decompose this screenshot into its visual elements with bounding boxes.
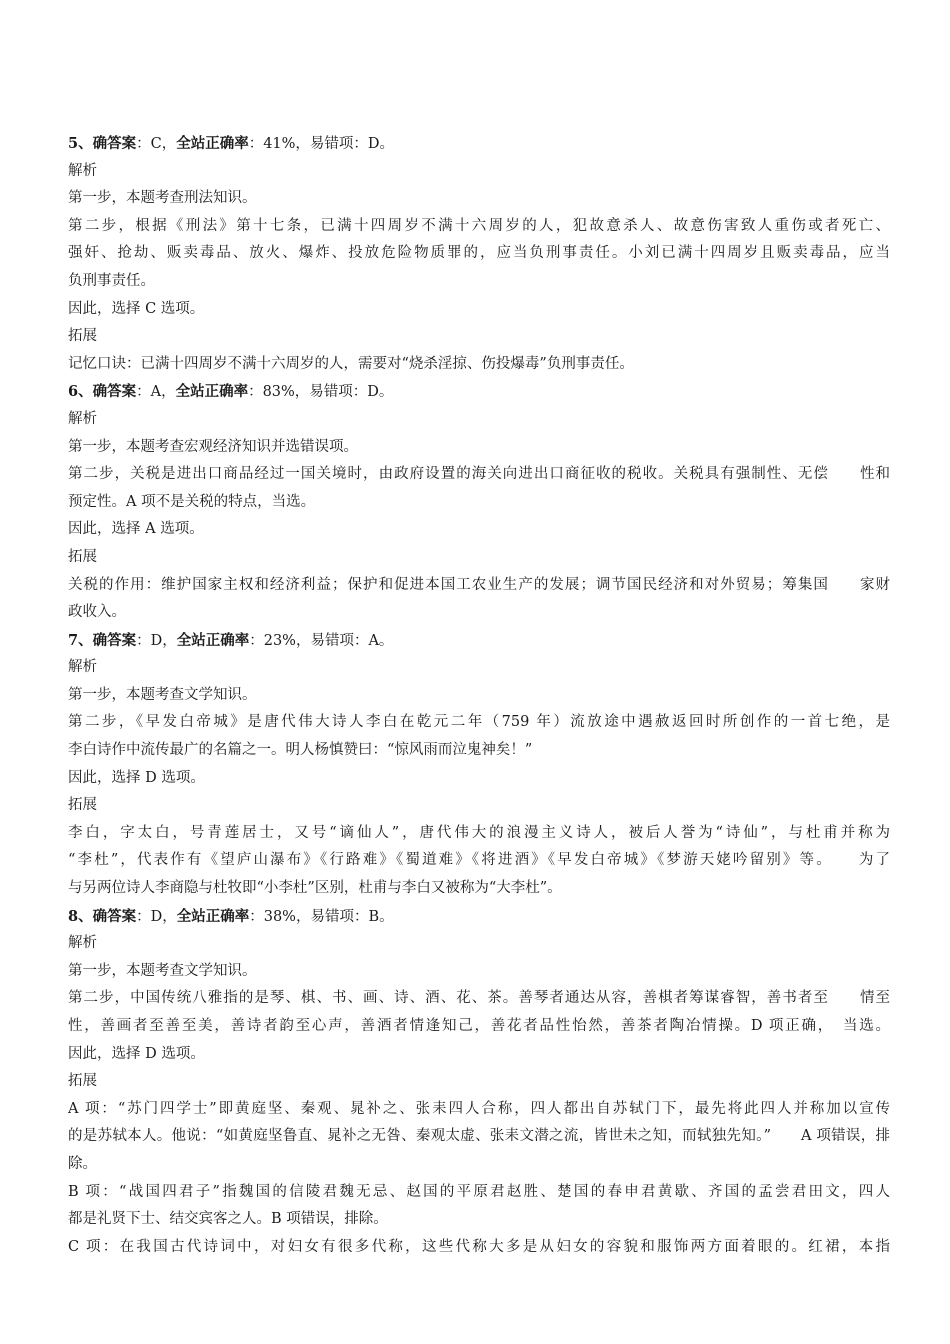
answer-heading <box>68 130 890 158</box>
correct-answer: ：D， <box>136 632 177 649</box>
text-line: 解析 <box>68 410 97 427</box>
text-line: 第一步，本题考查文学知识。 <box>68 686 257 703</box>
text-line: 李白，字太白，号青莲居士，又号“谪仙人”，唐代伟大的浪漫主义诗人，被后人誉为“诗仙”，与杜甫并称为 <box>68 824 890 841</box>
text-line: 第二步，《早发白帝城》是唐代伟大诗人李白在乾元二年（759 年）流放途中遇赦返回时所创作的一首七绝，是 <box>68 714 890 731</box>
text-line: 第二步，关税是进出口商品经过一国关境时，由政府设置的海关向进出口商征收的税收。关税具有强制性、无偿 性和 <box>68 466 890 483</box>
text-line: 李白诗作中流传最广的名篇之一。明人杨慎赞曰：“惊风雨而泣鬼神矣！” <box>68 742 533 759</box>
text-line: 因此，选择 C 选项。 <box>68 300 205 317</box>
accuracy-and-wrong-option: ：38%，易错项：B。 <box>249 908 394 925</box>
correct-answer: ：D， <box>136 908 177 925</box>
answer-heading <box>68 903 890 931</box>
text-line: 第一步，本题考查宏观经济知识并选错误项。 <box>68 438 358 455</box>
text-line: 政收入。 <box>68 604 126 621</box>
document-content <box>68 130 890 1261</box>
text-line: 性，善画者至善至美，善诗者韵至心声，善酒者情逢知己，善花者品性怡然，善茶者陶冶情操。D 项正确， 当选。 <box>68 1018 890 1034</box>
accuracy-rate-label: 全站正确率 <box>176 907 250 925</box>
text-line: 的是苏轼本人。他说：“如黄庭坚鲁直、晁补之无咎、秦观太虚、张耒文潜之流，皆世未之知，而轼独先知。” A 项错误，排 <box>68 1128 890 1145</box>
text-line: 预定性。A 项不是关税的特点，当选。 <box>68 493 316 510</box>
text-line: 负刑事责任。 <box>68 272 155 289</box>
text-line: 解析 <box>68 162 97 179</box>
correct-answer: ：A， <box>136 384 176 401</box>
text-line: 拓展 <box>68 548 97 565</box>
text-line: C 项：在我国古代诗词中，对妇女有很多代称，这些代称大多是从妇女的容貌和服饰两方面着眼的。红裙，本指 <box>68 1238 890 1255</box>
accuracy-rate-label: 全站正确率 <box>176 135 249 152</box>
text-line: 拓展 <box>68 797 97 814</box>
text-line: 解析 <box>68 935 97 952</box>
question-number-label: 6、确答案 <box>68 383 137 401</box>
text-line: 因此，选择 D 选项。 <box>68 769 205 786</box>
text-line: 第一步，本题考查刑法知识。 <box>68 190 257 207</box>
question-number-label: 8、确答案 <box>68 907 137 925</box>
text-line: “李杜”，代表作有《望庐山瀑布》《行路难》《蜀道难》《将进酒》《早发白帝城》《梦游天姥吟留别》等。 为了 <box>68 852 890 869</box>
question-number-label: 5、确答案 <box>68 135 137 152</box>
text-line: 拓展 <box>68 328 97 345</box>
text-line: B 项：“战国四君子”指魏国的信陵君魏无忌、赵国的平原君赵胜、楚国的春申君黄歇、齐国的孟尝君田文，四人 <box>68 1183 890 1200</box>
text-line: 除。 <box>68 1155 97 1172</box>
question-number-label: 7、确答案 <box>68 631 137 649</box>
text-line: 第二步，中国传统八雅指的是琴、棋、书、画、诗、酒、花、茶。善琴者通达从容，善棋者筹谋睿智，善书者至 情至 <box>68 990 890 1007</box>
text-line: 关税的作用：维护国家主权和经济利益；保护和促进本国工农业生产的发展；调节国民经济和对外贸易；筹集国 家财 <box>68 576 890 593</box>
answer-heading <box>68 627 890 655</box>
text-line: 拓展 <box>68 1073 97 1090</box>
accuracy-rate-label: 全站正确率 <box>175 383 249 401</box>
text-line: 都是礼贤下士、结交宾客之人。B 项错误，排除。 <box>68 1211 388 1228</box>
text-line: 因此，选择 A 选项。 <box>68 521 204 538</box>
answer-heading <box>68 378 890 406</box>
accuracy-rate-label: 全站正确率 <box>176 631 250 649</box>
text-line: 解析 <box>68 659 97 676</box>
document-page <box>68 130 890 1261</box>
correct-answer: ：C， <box>136 136 177 152</box>
accuracy-and-wrong-option: ：23%，易错项：A。 <box>249 632 394 649</box>
text-line: 第一步，本题考查文学知识。 <box>68 962 257 979</box>
accuracy-and-wrong-option: ：83%，易错项：D。 <box>248 384 394 401</box>
accuracy-and-wrong-option: ：41%，易错项：D。 <box>248 136 395 152</box>
text-line: 与另两位诗人李商隐与杜牧即“小李杜”区别，杜甫与李白又被称为“大李杜”。 <box>68 880 562 897</box>
text-line: 第二步，根据《刑法》第十七条，已满十四周岁不满十六周岁的人，犯故意杀人、故意伤害致人重伤或者死亡、 <box>68 217 890 234</box>
text-line: A 项：“苏门四学士”即黄庭坚、秦观、晁补之、张耒四人合称，四人都出自苏轼门下，最先将此四人并称加以宣传 <box>68 1100 890 1117</box>
text-line: 因此，选择 D 选项。 <box>68 1045 205 1062</box>
text-line: 强奸、抢劫、贩卖毒品、放火、爆炸、投放危险物质罪的，应当负刑事责任。小刘已满十四周岁且贩卖毒品，应当 <box>68 245 890 262</box>
text-line: 记忆口诀：已满十四周岁不满十六周岁的人，需要对“烧杀淫掠、伤投爆毒”负刑事责任。 <box>68 355 634 372</box>
